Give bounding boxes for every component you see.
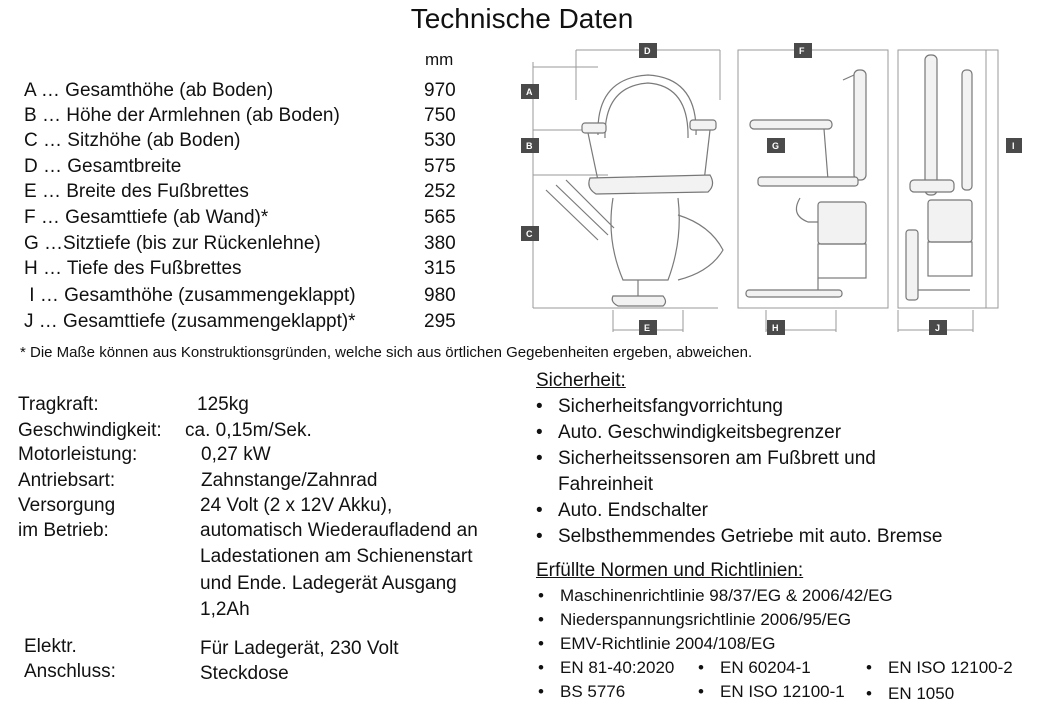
norms-item: • Niederspannungsrichtlinie 2006/95/EG <box>538 610 852 629</box>
diagram-label-b <box>521 138 539 153</box>
safety-item: • Sicherheitssensoren am Fußbrett und <box>536 448 876 469</box>
safety-item: • Sicherheitsfangvorrichtung <box>536 396 783 417</box>
diagram-label-d <box>639 43 657 58</box>
side-view-folded <box>898 50 998 332</box>
dim-value-c: 530 <box>424 130 456 151</box>
dim-label-b: B … Höhe der Armlehnen (ab Boden) <box>24 105 340 126</box>
side-view-open <box>738 50 888 332</box>
supply-label-line-1: Versorgung <box>18 495 116 516</box>
norms-item: • EN ISO 12100-2 <box>866 658 1013 677</box>
front-view <box>533 50 723 332</box>
supply-label-line-2: im Betrieb: <box>18 520 109 541</box>
spec-value-antriebsart: Zahnstange/Zahnrad <box>201 470 378 491</box>
svg-text:G: G <box>772 141 780 151</box>
electric-label-line-2: Anschluss: <box>24 661 116 682</box>
safety-heading: Sicherheit: <box>536 370 626 391</box>
norms-item: • BS 5776 <box>538 682 626 701</box>
svg-text:B: B <box>526 141 533 151</box>
spec-value-geschwindigkeit: ca. 0,15m/Sek. <box>185 420 312 441</box>
supply-value-line-1: 24 Volt (2 x 12V Akku), <box>200 495 393 516</box>
electric-value-line-1: Für Ladegerät, 230 Volt <box>200 638 399 659</box>
unit-header: mm <box>425 50 454 69</box>
footnote: * Die Maße können aus Konstruktionsgründen, welche sich aus örtlichen Gegebenheiten ergeben, abweichen. <box>20 344 753 361</box>
norms-item: • Maschinenrichtlinie 98/37/EG & 2006/42/EG <box>538 586 893 605</box>
dim-value-b: 750 <box>424 105 456 126</box>
supply-value-line-4: und Ende. Ladegerät Ausgang <box>200 573 457 594</box>
svg-text:H: H <box>772 323 779 333</box>
dim-label-d: D … Gesamtbreite <box>24 156 182 177</box>
dim-label-h: H … Tiefe des Fußbrettes <box>24 258 242 279</box>
norms-item: • EN 60204-1 <box>698 658 811 677</box>
dim-value-i: 980 <box>424 285 456 306</box>
dim-value-e: 252 <box>424 181 456 202</box>
diagram-label-f <box>794 43 812 58</box>
diagram-label-a <box>521 84 539 99</box>
diagram-label-e <box>639 320 657 335</box>
supply-value-line-5: 1,2Ah <box>200 599 250 620</box>
stairlift-diagram <box>518 40 1038 340</box>
dim-value-a: 970 <box>424 80 456 101</box>
svg-text:C: C <box>526 229 533 239</box>
dim-value-f: 565 <box>424 207 456 228</box>
dim-value-d: 575 <box>424 156 456 177</box>
diagram-label-c <box>521 226 539 241</box>
svg-text:A: A <box>526 87 533 97</box>
dim-label-g: G …Sitztiefe (bis zur Rückenlehne) <box>24 233 321 254</box>
diagram-label-h <box>767 320 785 335</box>
diagram-label-i <box>1006 138 1022 153</box>
safety-item: • Auto. Geschwindigkeitsbegrenzer <box>536 422 842 443</box>
diagram-label-g <box>767 138 785 153</box>
dim-value-j: 295 <box>424 311 456 332</box>
svg-text:F: F <box>799 46 805 56</box>
dim-value-h: 315 <box>424 258 456 279</box>
norms-item: • EN 1050 <box>866 684 955 703</box>
safety-item: • Auto. Endschalter <box>536 500 708 521</box>
svg-text:E: E <box>644 323 651 333</box>
spec-label-tragkraft: Tragkraft: <box>18 394 99 415</box>
spec-label-geschwindigkeit: Geschwindigkeit: <box>18 420 162 441</box>
dim-label-c: C … Sitzhöhe (ab Boden) <box>24 130 241 151</box>
dim-label-i: I … Gesamthöhe (zusammengeklappt) <box>24 285 356 306</box>
electric-value-line-2: Steckdose <box>200 663 289 684</box>
safety-item: • Selbsthemmendes Getriebe mit auto. Bremse <box>536 526 943 547</box>
dim-label-f: F … Gesamttiefe (ab Wand)* <box>24 207 269 228</box>
electric-label-line-1: Elektr. <box>24 636 77 657</box>
svg-text:D: D <box>644 46 651 56</box>
norms-item: • EN 81-40:2020 <box>538 658 675 677</box>
svg-text:I: I <box>1012 141 1015 151</box>
supply-value-line-2: automatisch Wiederaufladend an <box>200 520 478 541</box>
dim-label-a: A … Gesamthöhe (ab Boden) <box>24 80 274 101</box>
spec-label-motorleistung: Motorleistung: <box>18 444 138 465</box>
dim-value-g: 380 <box>424 233 456 254</box>
norms-item: • EN ISO 12100-1 <box>698 682 845 701</box>
dim-label-e: E … Breite des Fußbrettes <box>24 181 249 202</box>
norms-heading: Erfüllte Normen und Richtlinien: <box>536 560 804 581</box>
spec-label-antriebsart: Antriebsart: <box>18 470 116 491</box>
diagram-label-j <box>929 320 947 335</box>
supply-value-line-3: Ladestationen am Schienenstart <box>200 546 473 567</box>
safety-item-continuation: Fahreinheit <box>558 474 654 495</box>
spec-value-tragkraft: 125kg <box>197 394 249 415</box>
dim-label-j: J … Gesamttiefe (zusammengeklappt)* <box>24 311 356 332</box>
svg-text:J: J <box>935 323 941 333</box>
spec-value-motorleistung: 0,27 kW <box>201 444 271 465</box>
page-title: Technische Daten <box>410 3 634 34</box>
norms-item: • EMV-Richtlinie 2004/108/EG <box>538 634 776 653</box>
